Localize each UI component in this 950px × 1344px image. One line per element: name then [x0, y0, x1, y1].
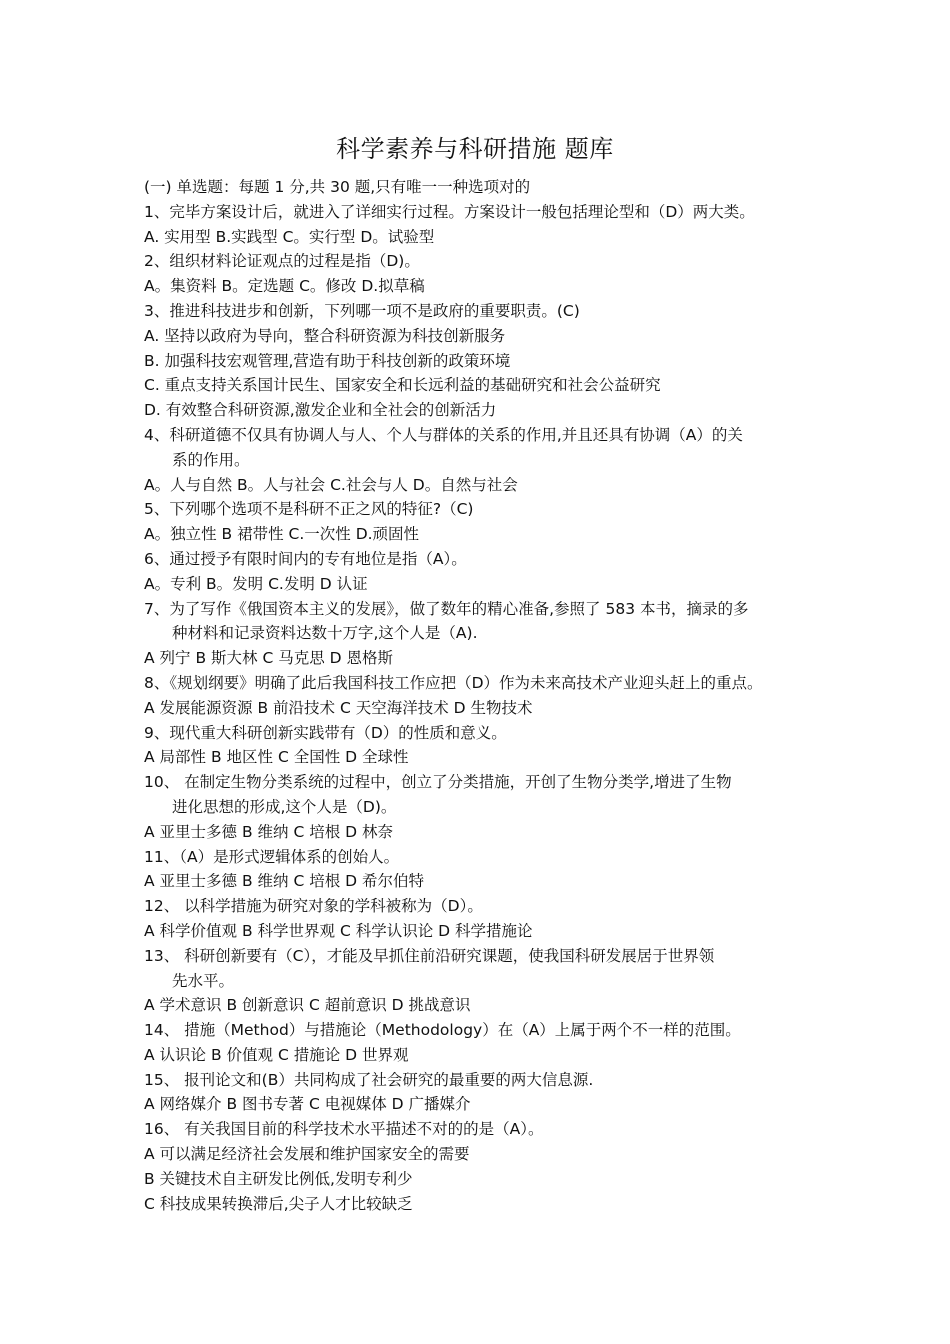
text-line: 7、为了写作《俄国资本主义的发展》，做了数年的精心准备,参照了 583 本书，摘录的多: [144, 599, 749, 618]
text-line: 9、现代重大科研创新实践带有（D）的性质和意义。: [144, 723, 507, 742]
text-line: C. 重点支持关系国计民生、国家安全和长远利益的基础研究和社会公益研究: [144, 376, 661, 395]
text-line: A。人与自然 B。人与社会 C.社会与人 D。自然与社会: [144, 475, 518, 494]
text-line: 先水平。: [172, 971, 235, 990]
text-line: 1、完毕方案设计后，就进入了详细实行过程。方案设计一般包括理论型和（D）两大类。: [144, 202, 755, 221]
text-line: 进化思想的形成,这个人是（D)。: [172, 797, 397, 816]
text-line: A 亚里士多德 B 维纳 C 培根 D 林奈: [144, 822, 393, 841]
text-line: B 关键技术自主研发比例低,发明专利少: [144, 1169, 413, 1188]
text-line: A 列宁 B 斯大林 C 马克思 D 恩格斯: [144, 649, 393, 668]
text-line: (一) 单选题：每题 1 分,共 30 题,只有唯一一种选项对的: [144, 178, 531, 196]
text-line: 13、 科研创新要有（C），才能及早抓住前沿研究课题，使我国科研发展居于世界领: [144, 946, 715, 965]
text-line: A。独立性 B 裙带性 C.一次性 D.顽固性: [144, 525, 420, 544]
document-title: 科学素养与科研措施 题库: [336, 135, 614, 163]
text-line: A 亚里士多德 B 维纳 C 培根 D 希尔伯特: [144, 872, 424, 891]
text-line: 3、推进科技进步和创新，下列哪一项不是政府的重要职责。(C): [144, 301, 580, 320]
text-line: 10、 在制定生物分类系统的过程中，创立了分类措施，开创了生物分类学,增进了生物: [144, 773, 732, 792]
text-line: A。专利 B。发明 C.发明 D 认证: [144, 574, 368, 593]
text-line: 4、科研道德不仅具有协调人与人、个人与群体的关系的作用,并且还具有协调（A）的关: [144, 425, 743, 444]
text-line: A 发展能源资源 B 前沿技术 C 天空海洋技术 D 生物技术: [144, 698, 533, 717]
text-line: 8、《规划纲要》明确了此后我国科技工作应把（D）作为未来高技术产业迎头赶上的重点。: [144, 673, 763, 692]
text-line: 种材料和记录资料达数十万字,这个人是（A).: [172, 624, 478, 643]
text-line: A. 坚持以政府为导向，整合科研资源为科技创新服务: [144, 326, 506, 345]
text-line: A 科学价值观 B 科学世界观 C 科学认识论 D 科学措施论: [144, 921, 533, 940]
text-line: 2、组织材料论证观点的过程是指（D)。: [144, 252, 420, 271]
text-line: 12、 以科学措施为研究对象的学科被称为（D）。: [144, 897, 483, 916]
text-line: A. 实用型 B.实践型 C。实行型 D。试验型: [144, 227, 435, 246]
text-line: 11、（A）是形式逻辑体系的创始人。: [144, 847, 400, 866]
text-line: 16、 有关我国目前的科学技术水平描述不对的的是（A）。: [144, 1120, 544, 1139]
text-line: B. 加强科技宏观管理,营造有助于科技创新的政策环境: [144, 351, 511, 370]
text-line: 15、 报刊论文和(B）共同构成了社会研究的最重要的两大信息源.: [144, 1070, 594, 1089]
text-line: A 学术意识 B 创新意识 C 超前意识 D 挑战意识: [144, 996, 471, 1015]
text-line: A 认识论 B 价值观 C 措施论 D 世界观: [144, 1045, 409, 1064]
text-line: 系的作用。: [172, 450, 250, 469]
text-line: A 网络媒介 B 图书专著 C 电视媒体 D 广播媒介: [144, 1095, 471, 1114]
text-line: 14、 措施（Method）与措施论（Methodology）在（A）上属于两个不一样的范围。: [144, 1021, 741, 1040]
text-line: A 可以满足经济社会发展和维护国家安全的需要: [144, 1145, 470, 1164]
text-line: D. 有效整合科研资源,激发企业和全社会的创新活力: [144, 401, 497, 420]
text-line: A。集资料 B。定选题 C。修改 D.拟草稿: [144, 277, 425, 296]
text-line: 5、下列哪个选项不是科研不正之风的特征?（C): [144, 500, 474, 519]
text-line: A 局部性 B 地区性 C 全国性 D 全球性: [144, 748, 409, 767]
question-list: [144, 175, 824, 1216]
text-line: 6、通过授予有限时间内的专有地位是指（A）。: [144, 549, 467, 568]
text-line: C 科技成果转换滞后,尖子人才比较缺乏: [144, 1194, 413, 1213]
